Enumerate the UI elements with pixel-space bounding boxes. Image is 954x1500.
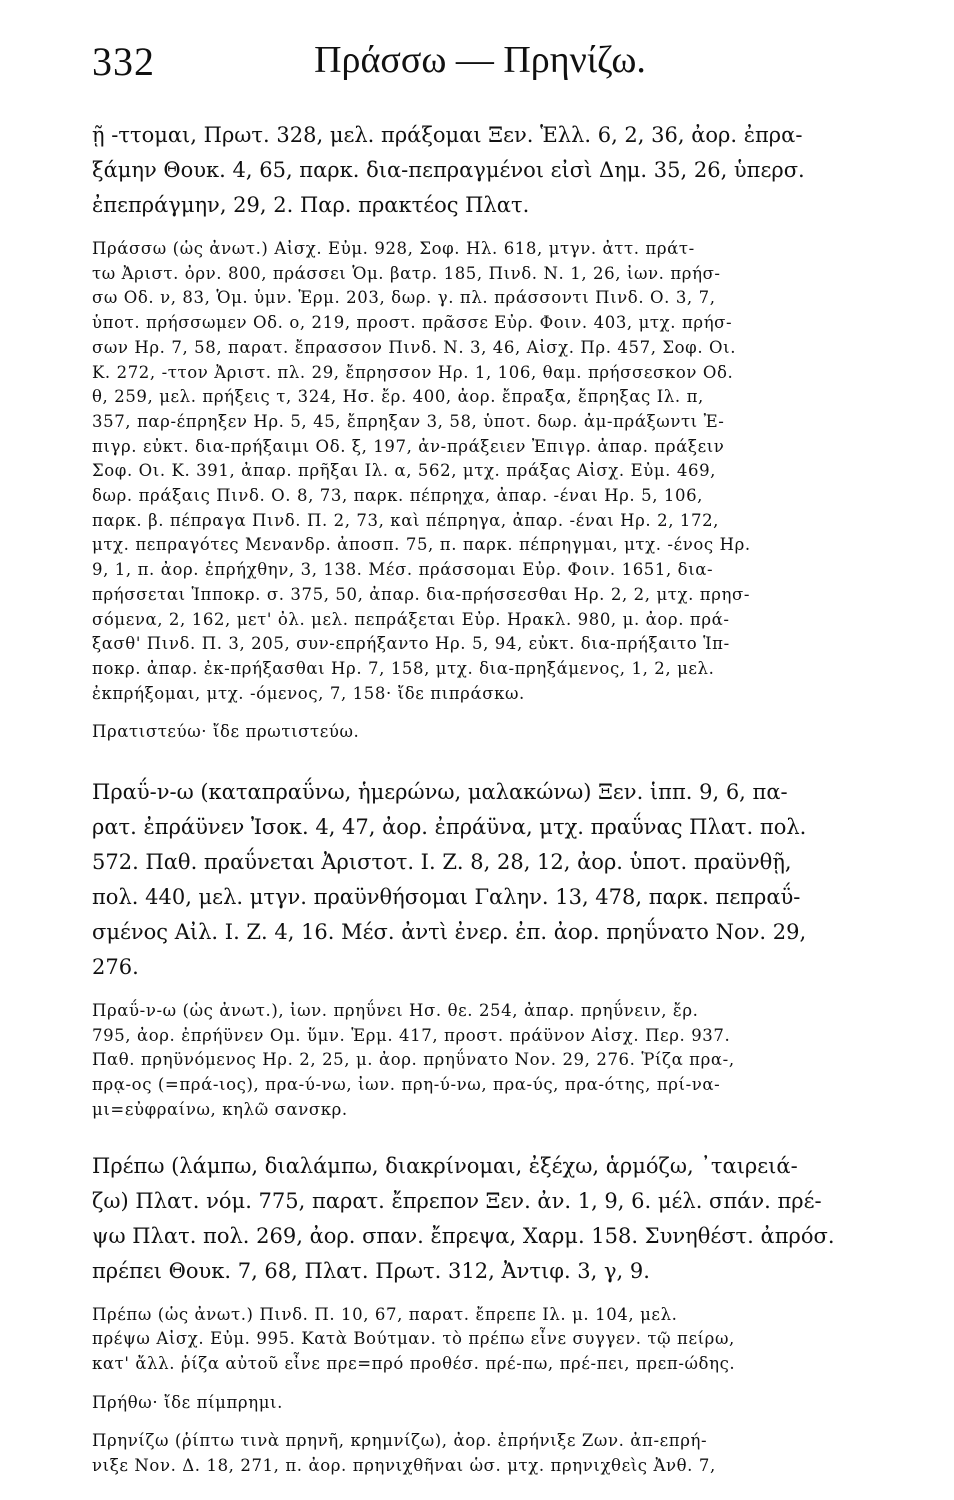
entry-line: πολ. 440, μελ. μτγν. πραϋνθήσομαι Γαλην. 13, 478, παρκ. πεπραΰ- <box>92 885 801 910</box>
entry-line: Πραΰ-ν-ω (καταπραΰνω, ἡμερώνω, μαλακώνω) Ξεν. ἱππ. 9, 6, πα- <box>92 780 788 805</box>
entry-line: 357, παρ-έπρηξεν Ηρ. 5, 45, ἔπρηξαν 3, 58, ὑποτ. δωρ. ἀμ-πράξωντι Ἐ- <box>92 411 725 431</box>
entry-line: μτχ. πεπραγότες Μενανδρ. ἀποσπ. 75, π. παρκ. πέπρηγμαι, μτχ. -ένος Ηρ. <box>92 535 751 555</box>
entry-spacer <box>92 706 868 720</box>
entry-line: πρήσσεται Ἱπποκρ. σ. 375, 50, ἀπαρ. δια-πρήσσεσθαι Ηρ. 2, 2, μτχ. πρησ- <box>92 584 751 604</box>
page-header <box>92 30 868 84</box>
entry-line: Πράσσω (ὡς ἀνωτ.) Αἰσχ. Εὐμ. 928, Σοφ. Ηλ. 618, μτγν. ἀττ. πράτ- <box>92 239 695 258</box>
entry-line: Σοφ. Οι. Κ. 391, ἀπαρ. πρῆξαι Ιλ. α, 562, μτχ. πράξας Αἰσχ. Εὐμ. 469, <box>92 461 717 481</box>
entries-body <box>92 118 868 1479</box>
entry-spacer <box>92 985 868 999</box>
entry-line: πιγρ. εὐκτ. δια-πρήξαιμι Οδ. ξ, 197, ἀν-πράξειεν Ἐπιγρ. ἀπαρ. πράξειν <box>92 436 725 456</box>
entry-line: θ, 259, μελ. πρήξεις τ, 324, Ησ. ἔρ. 400, ἀορ. ἔπραξα, ἔπρηξας Ιλ. π, <box>92 387 704 407</box>
entry-spacer <box>92 1289 868 1303</box>
entry-line: σω Οδ. ν, 83, Ὁμ. ὑμν. Ἑρμ. 203, δωρ. γ. πλ. πράσσοντι Πινδ. Ο. 3, 7, <box>92 288 716 308</box>
entry-spacer <box>92 745 868 775</box>
entry-spacer <box>92 1415 868 1429</box>
entry-line: ἐπεπράγμην, 29, 2. Παρ. πρακτέος Πλατ. <box>92 193 530 217</box>
entry-prhthw <box>92 1391 868 1416</box>
entry-prassw-poetic <box>92 237 868 706</box>
entry-line: Πρατιστεύω· ἴδε πρωτιστεύω. <box>92 722 360 742</box>
entry-line: ψω Πλατ. πολ. 269, ἀορ. σπαν. ἔπρεψα, Χαρμ. 158. Συνηθέστ. ἀπρόσ. <box>92 1223 835 1248</box>
entry-prassw-attic-cont <box>92 118 868 223</box>
entry-line: πρέψω Αἰσχ. Εὐμ. 995. Κατὰ Βούτμαν. τὸ πρέπω εἶνε συγγεν. τῷ πείρω, <box>92 1329 735 1349</box>
entry-line: 572. Παθ. πραΰνεται Ἀριστοτ. Ι. Ζ. 8, 28, 12, ἀορ. ὑποτ. πραϋνθῇ, <box>92 850 792 875</box>
entry-line: κατ' ἄλλ. ῥίζα αὐτοῦ εἶνε πρε=πρό προθέσ. πρέ-πω, πρέ-πει, πρεπ-ώδης. <box>92 1353 736 1373</box>
entry-prhnizw <box>92 1429 868 1478</box>
entry-prauno-attic <box>92 775 868 985</box>
entry-line: Πρήθω· ἴδε πίμπρημι. <box>92 1392 283 1412</box>
entry-line: παρκ. β. πέπραγα Πινδ. Π. 2, 73, καὶ πέπρηγα, ἀπαρ. -έναι Ηρ. 2, 172, <box>92 510 720 530</box>
entry-line: πρᾳ-ος (=πρά-ιος), πρα-ύ-νω, ἰων. πρη-ύ-νω, πρα-ύς, πρα-ότης, πρί-να- <box>92 1075 721 1095</box>
entry-line: 795, ἀορ. ἐπρήϋνεν Ομ. ὕμν. Ἑρμ. 417, προστ. πράϋνον Αἰσχ. Περ. 937. <box>92 1025 731 1045</box>
entry-line: Παθ. πρηϋνόμενος Ηρ. 2, 25, μ. ἀορ. πρηΰνατο Νον. 29, 276. Ῥίζα πρα-, <box>92 1050 735 1070</box>
entry-line: ῇ -ττομαι, Πρωτ. 328, μελ. πράξομαι Ξεν. Ἑλλ. 6, 2, 36, ἀορ. ἐπρα- <box>92 123 803 147</box>
entry-line: δωρ. πράξαις Πινδ. Ο. 8, 73, παρκ. πέπρηχα, ἀπαρ. -έναι Ηρ. 5, 106, <box>92 486 704 506</box>
entry-line: σόμενα, 2, 162, μετ' ὀλ. μελ. πεπράξεται Εὐρ. Ηρακλ. 980, μ. ἀορ. πρά- <box>92 609 730 629</box>
entry-spacer <box>92 223 868 237</box>
running-head: Πράσσω — Πρηνίζω. <box>314 39 646 81</box>
page-number: 332 <box>92 39 155 84</box>
entry-line: Πρέπω (ὡς ἀνωτ.) Πινδ. Π. 10, 67, παρατ. ἔπρεπε Ιλ. μ. 104, μελ. <box>92 1304 678 1324</box>
entry-line: νιξε Νον. Δ. 18, 271, π. ἀορ. πρηνιχθῆναι ὡσ. μτχ. πρηνιχθεὶς Ἀνθ. 7, <box>92 1456 716 1476</box>
entry-line: Πραΰ-ν-ω (ὡς ἀνωτ.), ἰων. πρηΰνει Ησ. θε. 254, ἀπαρ. πρηΰνειν, ἔρ. <box>92 1001 699 1021</box>
entry-line: σμένος Αἰλ. Ι. Ζ. 4, 16. Μέσ. ἀντὶ ἐνερ. ἐπ. ἀορ. πρηΰνατο Νον. 29, <box>92 920 807 945</box>
entry-line: ρατ. ἐπράϋνεν Ἰσοκ. 4, 47, ἀορ. ἐπράϋνα, μτχ. πραΰνας Πλατ. πολ. <box>92 815 807 840</box>
entry-line: 276. <box>92 955 139 980</box>
entry-line: ὑποτ. πρήσσωμεν Οδ. ο, 219, προστ. πρᾶσσε Εὐρ. Φοιν. 403, μτχ. πρήσ- <box>92 313 733 333</box>
entry-pratisteuw <box>92 720 868 745</box>
entry-line: μι=εὐφραίνω, κηλῶ σανσκρ. <box>92 1099 348 1119</box>
entry-prauno-poetic <box>92 999 868 1123</box>
entry-line: σων Ηρ. 7, 58, παρατ. ἔπρασσον Πινδ. Ν. 3, 46, Αἰσχ. Πρ. 457, Σοφ. Οι. <box>92 337 737 357</box>
entry-line: ποκρ. ἀπαρ. ἐκ-πρήξασθαι Ηρ. 7, 158, μτχ. δια-πρηξάμενος, 1, 2, μελ. <box>92 658 715 678</box>
entry-spacer <box>92 1377 868 1391</box>
entry-line: ξάμην Θουκ. 4, 65, παρκ. δια-πεπραγμένοι εἰσὶ Δημ. 35, 26, ὑπερσ. <box>92 158 805 182</box>
entry-line: Πρέπω (λάμπω, διαλάμπω, διακρίνομαι, ἐξέχω, ἁρμόζω, ᾿ταιρειά- <box>92 1153 798 1178</box>
entry-line: ζω) Πλατ. νόμ. 775, παρατ. ἔπρεπον Ξεν. ἀν. 1, 9, 6. μέλ. σπάν. πρέ- <box>92 1188 822 1213</box>
entry-line: 9, 1, π. ἀορ. ἐπρήχθην, 3, 138. Μέσ. πράσσομαι Εὐρ. Φοιν. 1651, δια- <box>92 560 714 580</box>
entry-line: τω Ἀριστ. ὀρν. 800, πράσσει Ὁμ. βατρ. 185, Πινδ. Ν. 1, 26, ἰων. πρήσ- <box>92 263 721 283</box>
entry-line: ξασθ' Πινδ. Π. 3, 205, συν-επρήξαντο Ηρ. 5, 94, εὐκτ. δια-πρήξαιτο Ἱπ- <box>92 634 730 654</box>
entry-prepw-attic <box>92 1149 868 1289</box>
entry-line: ἐκπρήξομαι, μτχ. -όμενος, 7, 158· ἴδε πιπράσκω. <box>92 683 525 703</box>
entry-line: Πρηνίζω (ῥίπτω τινὰ πρηνῆ, κρημνίζω), ἀορ. ἐπρήνιξε Ζων. ἀπ-επρή- <box>92 1431 708 1451</box>
entry-line: Κ. 272, -ττον Ἀριστ. πλ. 29, ἔπρησσον Ηρ. 1, 106, θαμ. πρήσσεσκον Οδ. <box>92 362 734 382</box>
entry-line: πρέπει Θουκ. 7, 68, Πλατ. Πρωτ. 312, Ἀντιφ. 3, γ, 9. <box>92 1258 650 1283</box>
entry-spacer <box>92 1123 868 1149</box>
entry-prepw-poetic <box>92 1303 868 1377</box>
